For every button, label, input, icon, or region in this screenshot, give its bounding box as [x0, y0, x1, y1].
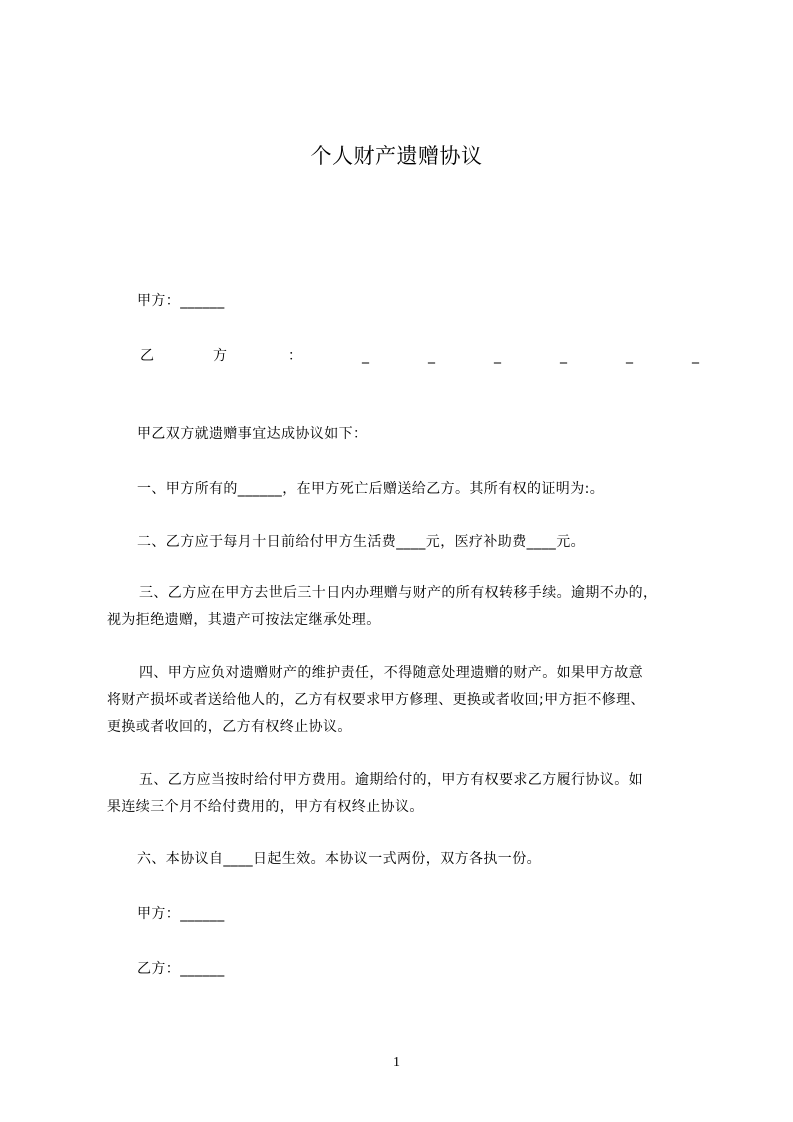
party-b-blank: _	[692, 348, 699, 364]
party-b-blank: _	[362, 348, 369, 364]
party-a-line: 甲方：______	[137, 293, 225, 309]
party-b-char: ：	[288, 348, 302, 364]
clause-3-line-2: 视为拒绝遗赠，其遗产可按法定继承处理。	[107, 612, 381, 628]
party-b-blank: _	[626, 348, 633, 364]
page-number: 1	[393, 1055, 400, 1070]
party-b-char: 方	[213, 348, 227, 364]
signature-party-b: 乙方：______	[137, 961, 225, 977]
document-title: 个人财产遗赠协议	[310, 144, 483, 168]
clause-3-line-1: 三、乙方应在甲方去世后三十日内办理赠与财产的所有权转移手续。逾期不办的，	[139, 585, 658, 601]
party-b-line	[140, 340, 702, 370]
intro-paragraph: 甲乙双方就遗赠事宜达成协议如下：	[137, 426, 368, 442]
clause-5-line-1: 五、乙方应当按时给付甲方费用。逾期给付的，甲方有权要求乙方履行协议。如	[139, 772, 643, 788]
clause-1: 一、甲方所有的______，在甲方死亡后赠送给乙方。其所有权的证明为:。	[137, 481, 605, 497]
party-b-blank: _	[428, 348, 435, 364]
clause-5-line-2: 果连续三个月不给付费用的，甲方有权终止协议。	[107, 799, 424, 815]
clause-4-line-2: 将财产损坏或者送给他人的，乙方有权要求甲方修理、更换或者收回;甲方拒不修理、	[107, 692, 645, 708]
party-b-blank: _	[560, 348, 567, 364]
clause-4-line-3: 更换或者收回的，乙方有权终止协议。	[107, 719, 352, 735]
clause-6: 六、本协议自____日起生效。本协议一式两份，双方各执一份。	[137, 851, 541, 867]
clause-4-line-1: 四、甲方应负对遗赠财产的维护责任，不得随意处理遗赠的财产。如果甲方故意	[139, 665, 643, 681]
clause-2: 二、乙方应于每月十日前给付甲方生活费____元，医疗补助费____元。	[137, 534, 585, 550]
party-b-char: 乙	[140, 348, 154, 364]
signature-party-a: 甲方：______	[137, 906, 225, 922]
party-b-blank: _	[494, 348, 501, 364]
